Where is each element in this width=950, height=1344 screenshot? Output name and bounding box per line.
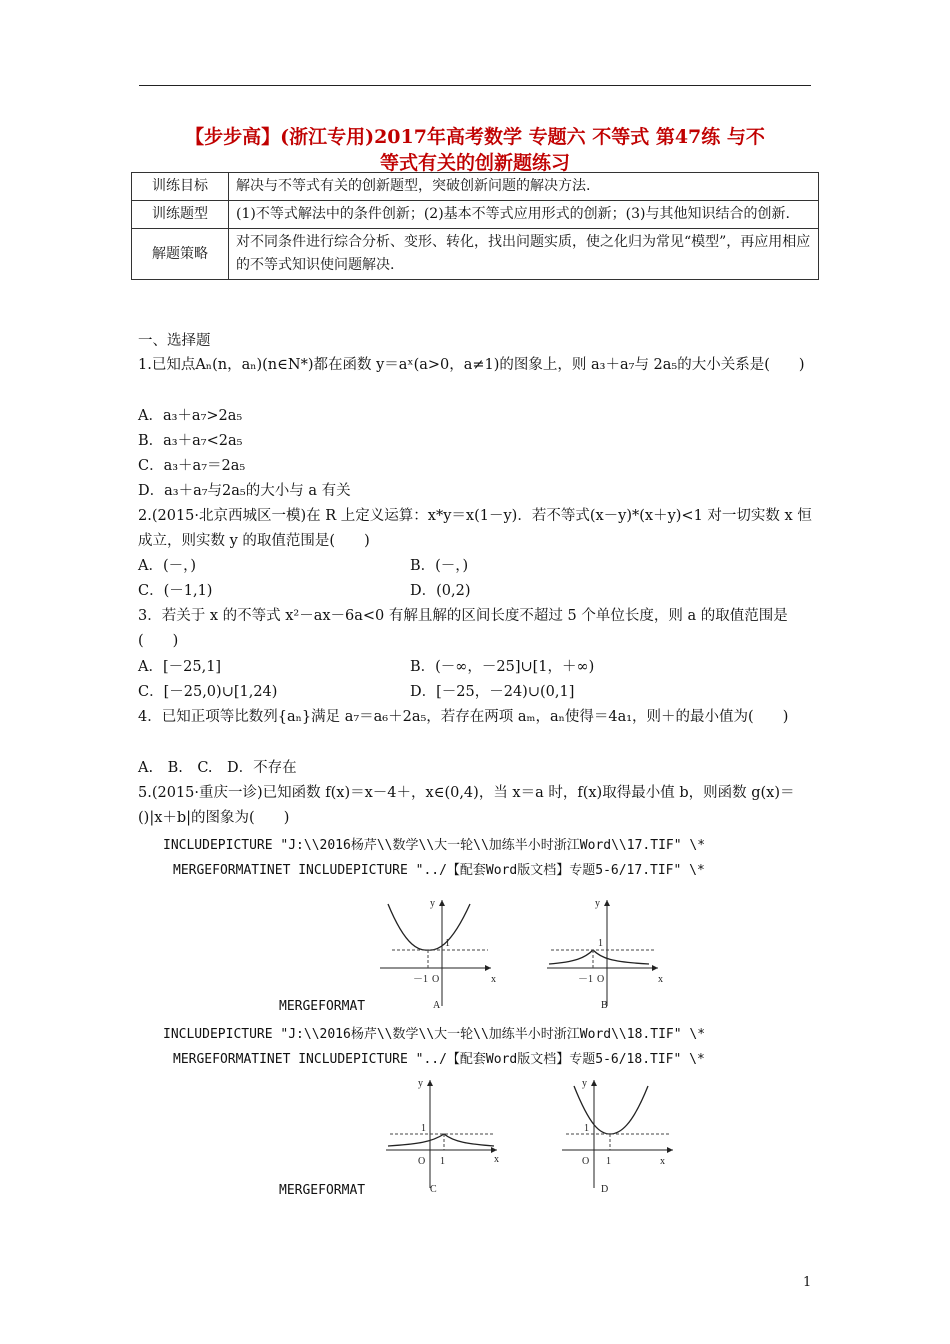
question-1-option-a: A．a₃＋a₇>2a₅: [138, 408, 243, 424]
y-axis-label: y: [595, 898, 600, 909]
table-row: [132, 229, 819, 280]
origin-label: O: [418, 1156, 426, 1167]
question-4-stem: 4．已知正项等比数列{aₙ}满足 a₇＝a₆＋2a₅，若存在两项 aₘ，aₙ使得＝4a₁，则＋的最小值为( ): [138, 709, 789, 725]
question-5-stem: 5.(2015·重庆一诊)已知函数 f(x)＝x－4＋，x∈(0,4)，当 x＝a 时，f(x)取得最小值 b，则函数 g(x)＝()|x＋b|的图象为( ): [138, 785, 795, 826]
figure-caption: D: [601, 1184, 609, 1195]
graph-option-b: [545, 896, 665, 1014]
tick-label: 1: [440, 1156, 445, 1167]
tick-label: －1: [578, 974, 593, 985]
y-axis-label: y: [418, 1078, 423, 1089]
question-1-option-b: B．a₃＋a₇<2a₅: [138, 433, 243, 449]
origin-label: O: [582, 1156, 590, 1167]
meta-key: 解题策略: [132, 229, 229, 280]
title-line-1: 【步步高】(浙江专用)2017年高考数学 专题六 不等式 第47练 与不: [185, 126, 765, 148]
page-number: 1: [803, 1275, 812, 1290]
graph-option-d: [560, 1076, 680, 1198]
include-picture-line: INCLUDEPICTURE "J:\\2016杨芹\\数学\\大一轮\\加练半小时浙江Word\\18.TIF" \*: [163, 1027, 706, 1042]
meta-value: 对不同条件进行综合分析、变形、转化，找出问题实质，使之化归为常见“模型”，再应用相应的不等式知识使问题解决.: [229, 229, 819, 280]
question-3-option-c: C．[－25,0)∪[1,24): [138, 684, 278, 700]
question-3-option-a: A．[－25,1]: [138, 659, 222, 675]
include-picture-line: MERGEFORMAT: [279, 1183, 366, 1198]
table-row: [132, 201, 819, 229]
tick-label: －1: [413, 974, 428, 985]
section-heading: 一、选择题: [138, 333, 211, 349]
training-meta-table: [131, 172, 819, 280]
tick-label: 1: [421, 1123, 426, 1134]
include-picture-line: MERGEFORMAT: [279, 999, 366, 1014]
origin-label: O: [597, 974, 605, 985]
tick-label: 1: [598, 938, 603, 949]
tick-label: 1: [606, 1156, 611, 1167]
question-4-options: A. B. C. D．不存在: [138, 760, 297, 776]
document-title: [130, 124, 820, 176]
meta-key: 训练题型: [132, 201, 229, 229]
question-1-option-c: C．a₃＋a₇＝2a₅: [138, 458, 246, 474]
question-3-stem: 3．若关于 x 的不等式 x²－ax－6a<0 有解且解的区间长度不超过 5 个单位长度，则 a 的取值范围是( ): [138, 608, 788, 649]
x-axis-label: x: [658, 974, 663, 985]
question-3-option-b: B．(－∞，－25]∪[1，＋∞): [410, 659, 595, 675]
question-2-option-b: B．(－，): [410, 558, 469, 574]
include-picture-line: MERGEFORMATINET INCLUDEPICTURE "../【配套Word版文档】专题5-6/18.TIF" \*: [173, 1052, 705, 1067]
figure-caption: C: [430, 1184, 437, 1195]
tick-label: 1: [445, 938, 450, 949]
figure-caption: A: [433, 1000, 441, 1011]
include-picture-line: INCLUDEPICTURE "J:\\2016杨芹\\数学\\大一轮\\加练半小时浙江Word\\17.TIF" \*: [163, 838, 706, 853]
graph-option-a: [378, 896, 498, 1014]
question-1-stem: 1.已知点Aₙ(n，aₙ)(n∈N*)都在函数 y＝aˣ(a>0，a≠1)的图象上，则 a₃＋a₇与 2a₅的大小关系是( ): [138, 357, 805, 373]
x-axis-label: x: [660, 1156, 665, 1167]
y-axis-label: y: [430, 898, 435, 909]
question-2-option-c: C．(－1,1): [138, 583, 213, 599]
meta-key: 训练目标: [132, 173, 229, 201]
question-2-stem: 2.(2015·北京西城区一模)在 R 上定义运算：x*y＝x(1－y)．若不等式(x－y)*(x＋y)<1 对一切实数 x 恒成立，则实数 y 的取值范围是( ): [138, 508, 812, 549]
question-2-option-a: A．(－，): [138, 558, 197, 574]
include-picture-line: MERGEFORMATINET INCLUDEPICTURE "../【配套Word版文档】专题5-6/17.TIF" \*: [173, 863, 705, 878]
graph-option-c: [384, 1076, 504, 1198]
tick-label: 1: [584, 1123, 589, 1134]
table-row: [132, 173, 819, 201]
question-1-option-d: D．a₃＋a₇与2a₅的大小与 a 有关: [138, 483, 351, 499]
title-line-2: 等式有关的创新题练习: [379, 152, 570, 174]
meta-value: (1)不等式解法中的条件创新；(2)基本不等式应用形式的创新；(3)与其他知识结合的创新.: [229, 201, 819, 229]
meta-value: 解决与不等式有关的创新题型，突破创新问题的解决方法.: [229, 173, 819, 201]
x-axis-label: x: [491, 974, 496, 985]
question-2-option-d: D．(0,2): [410, 583, 471, 599]
figure-caption: B: [601, 1000, 608, 1011]
header-rule: [139, 85, 811, 86]
origin-label: O: [432, 974, 440, 985]
question-3-option-d: D．[－25，－24)∪(0,1]: [410, 684, 575, 700]
x-axis-label: x: [494, 1154, 499, 1165]
y-axis-label: y: [582, 1078, 587, 1089]
